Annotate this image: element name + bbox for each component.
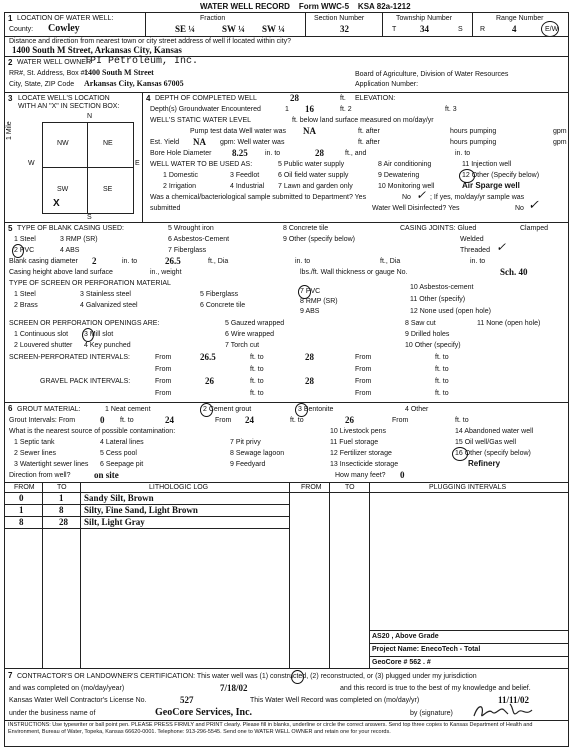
feet-value: 0 [400,470,405,480]
casing-label: TYPE OF BLANK CASING USED: [17,225,124,232]
pump-hours: hours pumping [450,128,497,135]
refinery-value: Refinery [468,459,501,468]
pump-label: Pump test data Well water was [190,128,286,135]
frame-top [4,12,569,13]
bore-and: ft., and [345,150,367,157]
from: From [392,417,409,424]
in-to: in. to [265,150,281,157]
section-7-number: 7 [8,671,13,680]
signature-label: by (signature) [410,710,453,717]
locate-subtitle: WITH AN "X" IN SECTION BOX: [18,103,120,110]
section-4-number: 4 [146,94,151,103]
grout-2-circle [200,403,213,417]
record-date: 11/11/02 [498,695,530,705]
row-to: 1 [59,493,64,503]
pump-after: ft. after [358,128,380,135]
business-value: GeoCore Services, Inc. [155,707,253,718]
gw-3: ft. 3 [445,106,457,113]
source-16-circle [452,447,468,461]
range-label: Range Number [496,15,544,22]
row-desc: Silt, Light Gray [84,517,145,527]
screen-6: 6 Concrete tile [200,302,246,309]
casing-2-circle [12,244,24,258]
license-label: Kansas Water Well Contractor's License No. [9,697,147,704]
dia: ft., Dia [208,258,229,265]
opening-1: 1 Continuous slot [14,331,69,338]
disinfected-no: No [515,205,524,212]
other-use-value: Air Sparge well [462,181,520,190]
depth-value: 28 [290,93,299,103]
opening-11: 11 None (open hole) [477,320,541,327]
gp-from: 26 [205,376,214,386]
screen-2: 2 Brass [14,302,38,309]
divider [4,36,569,37]
direction-label: Direction from well? [9,472,71,479]
source-5: 5 Cess pool [100,450,137,457]
divider [4,668,569,669]
chem-if: ; If yes, mo/day/yr sample was [430,194,525,201]
grout-4: 4 Other [405,406,429,413]
direction-value: on site [94,470,119,480]
opening-4: 4 Key punched [84,342,131,349]
instructions: INSTRUCTIONS: Use typewriter or ball point pen. PLEASE PRESS FIRMLY and PRINT clearly. Please fill in blanks, underline or circle the correct answers. Send top three copies to Kansas Department of Health and Environment, Bureau of Water, Topeka, Kansas 66620-0001. Telephone: 913-296-5545. Send one to WATER WELL OWNER and retain one for your records. [8,722,533,736]
ft-to: ft. to [250,390,264,397]
county-label: County: [9,26,34,33]
row-desc: Sandy Silt, Brown [84,493,154,503]
range-value: 4 [512,24,517,34]
note-project: Project Name: EnecoTech - Total [372,646,481,653]
locate-title: LOCATE WELL'S LOCATION [18,95,110,102]
owner-label: WATER WELL OWNER [17,59,92,66]
log-header-lithologic: LITHOLOGIC LOG [149,484,209,491]
pump-value: NA [303,126,316,136]
gpm: gpm [553,128,567,135]
yield-value: NA [193,137,206,147]
screen-1: 1 Steel [14,291,36,298]
row-to: 28 [59,517,68,527]
township-label: Township Number [396,15,453,22]
gw-1: 1 [285,106,289,113]
business-label: under the business name of [9,710,96,717]
screen-3: 3 Stainless steel [80,291,131,298]
section-number: 32 [340,24,349,34]
ft-to: ft. to [250,378,264,385]
divider [472,12,473,36]
log-header-plug-to: TO [345,484,355,491]
use-6: 6 Oil field water supply [278,172,349,179]
screen-12: 12 None used (open hole) [410,308,491,315]
gi-2-to: 26 [345,415,354,425]
ft-to: ft. to [290,417,304,424]
from: From [355,354,372,361]
spi-from: 26.5 [200,352,216,362]
bore-label: Bore Hole Diameter [150,150,212,157]
from: From [355,366,372,373]
ft-to: ft. to [435,354,449,361]
screen-11: 11 Other (specify) [410,296,466,303]
grout-1: 1 Neat cement [105,406,151,413]
source-6: 6 Seepage pit [100,461,144,468]
ft-to: ft. to [435,366,449,373]
casing-4: 4 ABS [60,247,80,254]
gi-1-from: 0 [100,415,105,425]
ft: ft. [340,95,346,102]
casing-5: 5 Wrought iron [168,225,214,232]
distance-label: Distance and direction from nearest town or city street address of well if located within city? [9,38,292,45]
gpm: gpm [553,139,567,146]
spi-to: 28 [305,352,314,362]
chem-no-check-icon: ✓ [416,188,427,202]
gw-2: ft. 2 [340,106,352,113]
yield-after: ft. after [358,139,380,146]
divider [4,222,569,223]
source-8: 8 Sewage lagoon [230,450,285,457]
casing-2: 2 PVC [14,247,35,254]
opening-2: 2 Louvered shutter [14,342,73,349]
weight: in., weight [150,269,182,276]
joints-welded: Welded [460,236,484,243]
chem-no: No [402,194,411,201]
source-2: 2 Sewer lines [14,450,57,457]
compass-n: N [87,113,93,120]
ft-to: ft. to [120,417,134,424]
source-1: 1 Septic tank [14,439,55,446]
dia: ft., Dia [380,258,401,265]
blank-label: Blank casing diameter [9,258,78,265]
gp-to: 28 [305,376,314,386]
log-header-plugging: PLUGGING INTERVALS [429,484,507,491]
form-title: WATER WELL RECORD Form WWC-5 KSA 82a-1212 [200,2,411,11]
section-5-number: 5 [8,224,13,233]
signature-icon [470,700,540,722]
casing-6: 6 Asbestos-Cement [168,236,230,243]
joints-label: CASING JOINTS: Glued [400,225,477,232]
fraction-3: SW ¼ [262,24,285,34]
row-from: 8 [19,517,24,527]
from: From [355,378,372,385]
quad-nw: NW [57,140,69,147]
constructed-circle [291,670,304,684]
divider [4,92,569,93]
casing-3: 3 RMP (SR) [60,236,98,243]
owner-street: 1400 South M Street [84,68,154,77]
joints-clamped: Clamped [520,225,549,232]
chem-label: Was a chemical/bacteriological sample submitted to Department? Yes [150,194,367,201]
record-label: This Water Well Record was completed on (mo/day/yr) [250,697,420,704]
disinfected-check-icon: ✓ [528,198,539,213]
log-header-from: FROM [14,484,35,491]
casing-9: 9 Other (specify below) [283,236,355,243]
township-value: 34 [420,24,429,34]
use-9: 9 Dewatering [378,172,420,179]
openings-label: SCREEN OR PERFORATION OPENINGS ARE: [9,320,160,327]
use-2: 2 Irrigation [163,183,197,190]
source-3: 3 Watertight sewer lines [14,461,89,468]
log-header-plug-from: FROM [301,484,322,491]
feet-label: How many feet? [335,472,386,479]
source-13: 13 Insecticide storage [330,461,399,468]
note-geocore: GeoCore # 562 . # [372,659,431,666]
from: From [355,390,372,397]
use-11: 11 Injection well [462,161,512,168]
disinfected-label: Water Well Disinfected? Yes [372,205,460,212]
source-label: What is the nearest source of possible contamination: [9,428,176,435]
row-desc: Silty, Fine Sand, Light Brown [84,505,198,515]
screen-4: 4 Galvanized steel [80,302,138,309]
screen-10: 10 Asbestos-cement [410,284,474,291]
use-1: 1 Domestic [163,172,199,179]
yield-label: Est. Yield [150,139,180,146]
screen-7: 7 PVC [300,288,321,295]
compass-w: W [28,160,35,167]
opening-9: 9 Drilled holes [405,331,450,338]
grout-3: 3 Bentonite [298,406,334,413]
source-7: 7 Pit privy [230,439,261,446]
divider [382,12,383,36]
in-to: in. to [295,258,311,265]
source-14: 14 Abandoned water well [455,428,534,435]
use-3: 3 Feedlot [230,172,260,179]
log-header-to: TO [57,484,67,491]
city-label: City, State, ZIP Code [9,81,75,88]
opening-8: 8 Saw cut [405,320,436,327]
groundwater-label: Depth(s) Groundwater Encountered [150,106,261,113]
grout-2: 2 Cement grout [203,406,252,413]
from: From [155,366,172,373]
section-number-label: Section Number [314,15,365,22]
section-6-number: 6 [8,404,13,413]
threaded-check-icon: ✓ [496,240,507,254]
ft-to: ft. to [250,354,264,361]
in-to: in. to [455,150,471,157]
source-12: 12 Fertilizer storage [330,450,392,457]
fraction-2: SW ¼ [222,24,245,34]
bore-diameter: 8.25 [232,148,248,158]
sch-value: Sch. 40 [500,267,528,277]
completed-label: and was completed on (mo/day/year) [9,685,125,692]
divider [4,402,569,403]
quad-ne: NE [103,140,113,147]
grout-label: GROUT MATERIAL: [17,406,81,413]
use-7: 7 Lawn and garden only [278,183,353,190]
range-east-circle [541,21,559,37]
log-table [4,482,569,668]
grout-3-circle [295,403,308,417]
range-r: R [480,26,486,33]
township-s: S [458,26,463,33]
opening-5: 5 Gauzed wrapped [225,320,285,327]
opening-7: 7 Torch cut [225,342,260,349]
divider [145,12,146,36]
spi-label: SCREEN-PERFORATED INTERVALS: [9,354,130,361]
source-16: 16 Other (specify below) [455,450,531,457]
fraction-1: SE ¼ [175,24,196,34]
use-12: 12 Other (Specify below) [462,172,540,179]
bore-to: 28 [315,148,324,158]
certification-text: CONTRACTOR'S OR LANDOWNER'S CERTIFICATION: This water well was (1) constructed, (2) reconstructed, or (3) plugged under my jurisdiction [17,673,477,680]
opening-6: 6 Wire wrapped [225,331,275,338]
use-4: 4 Industrial [230,183,265,190]
opening-3: 3 Mill slot [84,331,114,338]
row-to: 8 [59,505,64,515]
fraction-label: Fraction [200,15,226,22]
submitted: submitted [150,205,181,212]
owner-value: TPI Petroleum, Inc. [84,56,199,67]
compass-e: E [135,160,140,167]
section-1-number: 1 [8,14,13,23]
casing-8: 8 Concrete tile [283,225,329,232]
source-4: 4 Lateral lines [100,439,144,446]
row-from: 0 [19,493,24,503]
gw-1-value: 16 [305,104,314,114]
use-8: 8 Air conditioning [378,161,432,168]
board-label: Board of Agriculture, Division of Water Resources [355,71,509,78]
grout-intervals-label: Grout Intervals: From [9,417,76,424]
divider [305,12,306,36]
source-11: 11 Fuel storage [330,439,379,446]
row-from: 1 [19,505,24,515]
height-label: Casing height above land surface [9,269,113,276]
ft-to: ft. to [250,366,264,373]
owner-city: Arkansas City, Kansas 67005 [84,79,184,88]
static-rest: ft. below land surface measured on mo/day/yr [292,117,434,124]
county-value: Cowley [48,23,80,34]
gi-2-from: 24 [245,415,254,425]
source-9: 9 Feedyard [230,461,266,468]
use-5: 5 Public water supply [278,161,345,168]
source-10: 10 Livestock pens [330,428,387,435]
casing-7: 7 Fiberglass [168,247,207,254]
compass-s: S [87,214,92,221]
location-mark: X [53,198,60,209]
true-statement: and this record is true to the best of my knowledge and belief. [340,685,531,692]
from: From [155,354,172,361]
screen-9: 9 ABS [300,308,320,315]
blank-diameter: 2 [92,256,97,266]
divider [4,720,569,721]
screen-7-circle [298,285,311,299]
ft-to: ft. to [435,378,449,385]
use-10: 10 Monitoring well [378,183,435,190]
from: From [155,390,172,397]
divider [142,92,143,222]
from: From [155,378,172,385]
elevation-label: ELEVATION: [355,95,396,102]
ft-to: ft. to [455,417,469,424]
ft-to: ft. to [435,390,449,397]
opening-10: 10 Other (specify) [405,342,461,349]
blank-to: 26.5 [165,256,181,266]
casing-1: 1 Steel [14,236,36,243]
address-label: RR#, St. Address, Box # : [9,70,89,77]
joints-threaded: Threaded [460,247,490,254]
completed-date: 7/18/02 [220,683,248,693]
frame-bottom [4,746,569,747]
application-number-label: Application Number: [355,81,419,88]
mile-label: 1 Mile [6,121,13,140]
location-label: LOCATION OF WATER WELL: [17,15,114,22]
gp-label: GRAVEL PACK INTERVALS: [40,378,131,385]
section-3-number: 3 [8,94,13,103]
screen-label: TYPE OF SCREEN OR PERFORATION MATERIAL [9,280,171,287]
from: From [215,417,232,424]
static-label: WELL'S STATIC WATER LEVEL [150,117,252,124]
depth-label: DEPTH OF COMPLETED WELL [155,95,257,102]
quad-sw: SW [57,186,69,193]
screen-5: 5 Fiberglass [200,291,239,298]
section-2-number: 2 [8,58,13,67]
wall-label: lbs./ft. Wall thickness or gauge No. [300,269,408,276]
use-label: WELL WATER TO BE USED AS: [150,161,253,168]
screen-8: 8 RMP (SR) [300,298,338,305]
yield-hours: hours pumping [450,139,497,146]
note-as20: AS20 , Above Grade [372,633,439,640]
in-to: in. to [470,258,486,265]
quad-se: SE [103,186,113,193]
gi-1-to: 24 [165,415,174,425]
township-t: T [392,26,397,33]
range-ew: E/W [545,26,559,33]
address-value: 1400 South M Street, Arkansas City, Kansas [12,45,182,55]
section-box [42,122,134,214]
opening-3-circle [82,328,94,342]
license-value: 527 [180,695,194,705]
yield-gpm: gpm: Well water was [220,139,285,146]
source-15: 15 Oil well/Gas well [455,439,517,446]
in-to: in. to [122,258,138,265]
